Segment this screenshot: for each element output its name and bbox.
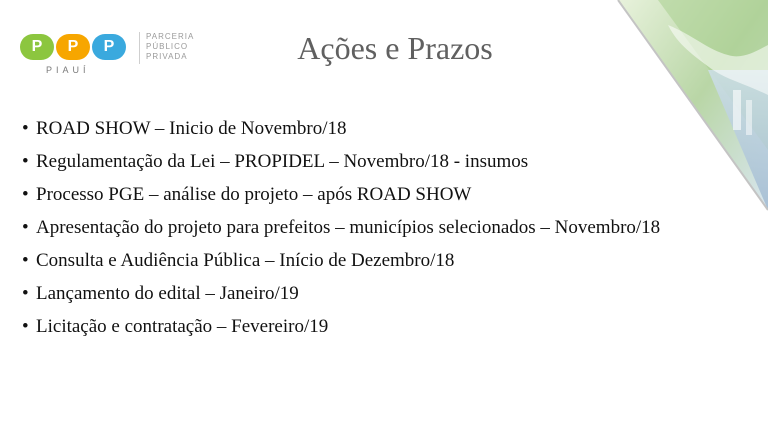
logo-line-2: PÚBLICO xyxy=(146,42,189,51)
bullet-dot: • xyxy=(22,118,29,139)
bullet-dot: • xyxy=(22,151,29,172)
bullet-item xyxy=(22,184,732,206)
bullet-dot: • xyxy=(22,217,29,238)
logo-line-1: PARCERIA xyxy=(146,32,195,41)
bullet-dot: • xyxy=(22,250,29,271)
bullet-text: Licitação e contratação – Fevereiro/19 xyxy=(36,316,329,337)
ppp-piaui-logo xyxy=(20,30,200,80)
bullet-dot: • xyxy=(22,184,29,205)
logo-letter-2: P xyxy=(56,34,90,60)
bullet-item xyxy=(22,316,732,338)
bullet-text: Apresentação do projeto para prefeitos – municípios selecionados – Novembro/18 xyxy=(36,217,661,238)
bullet-item xyxy=(22,118,732,140)
logo-divider xyxy=(139,32,140,64)
logo-letter-1: P xyxy=(20,34,54,60)
logo-subtitle xyxy=(146,32,194,62)
bullet-item xyxy=(22,217,732,239)
bullet-dot: • xyxy=(22,283,29,304)
bullet-list xyxy=(22,118,732,349)
slide-title: Ações e Prazos xyxy=(297,30,493,66)
bullet-dot: • xyxy=(22,316,29,337)
bullet-item xyxy=(22,283,732,305)
bullet-text: ROAD SHOW – Inicio de Novembro/18 xyxy=(36,118,347,139)
logo-letter-3: P xyxy=(92,34,126,60)
logo-state: PIAUÍ xyxy=(46,65,90,75)
bullet-text: Lançamento do edital – Janeiro/19 xyxy=(36,283,299,304)
bullet-item xyxy=(22,250,732,272)
bullet-item xyxy=(22,151,732,173)
bullet-text: Regulamentação da Lei – PROPIDEL – Novembro/18 - insumos xyxy=(36,151,529,172)
bullet-text: Consulta e Audiência Pública – Início de Dezembro/18 xyxy=(36,250,455,271)
ppp-letters xyxy=(20,34,126,60)
bullet-text: Processo PGE – análise do projeto – após ROAD SHOW xyxy=(36,184,472,205)
logo-line-3: PRIVADA xyxy=(146,52,188,61)
